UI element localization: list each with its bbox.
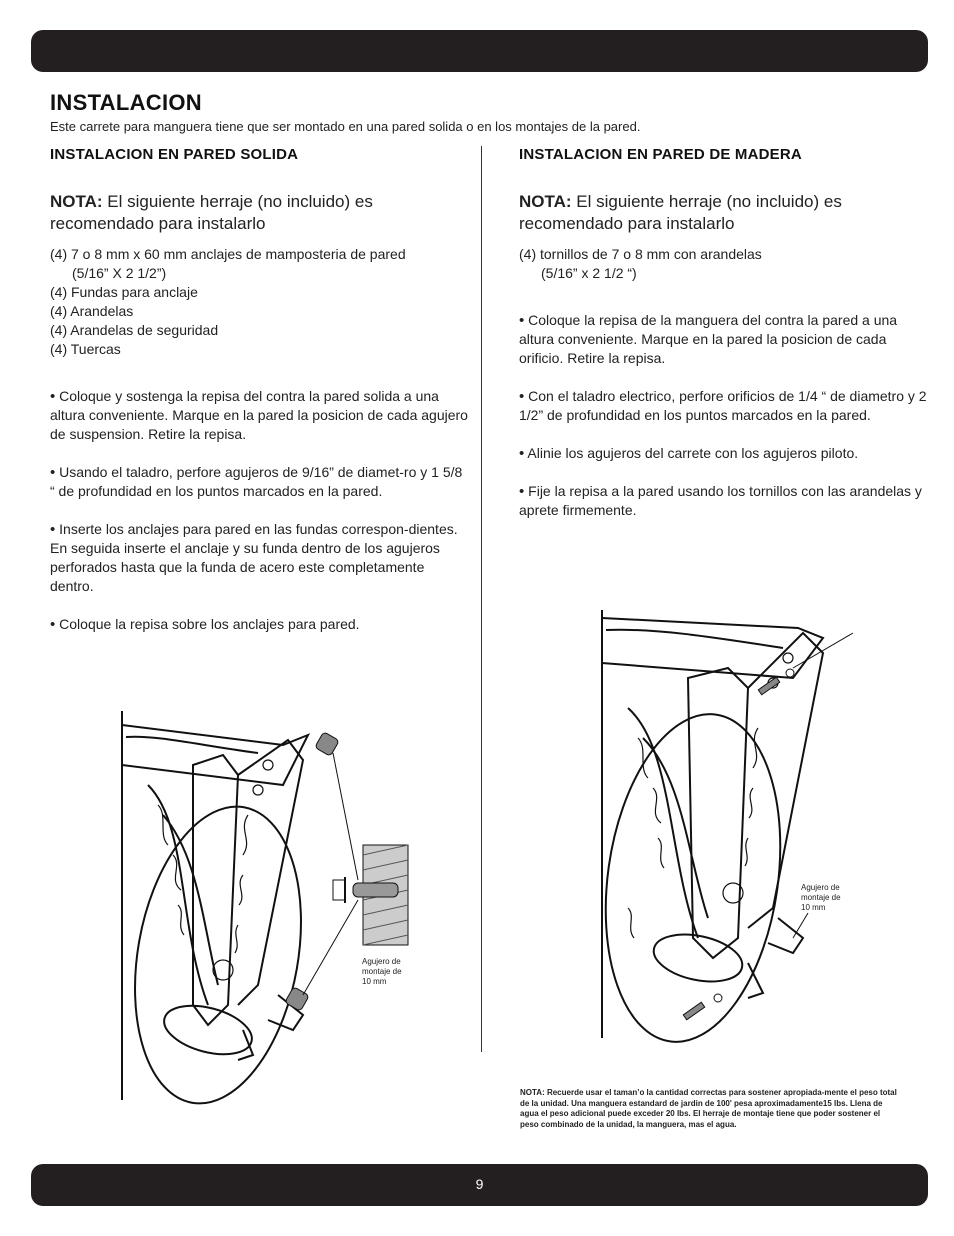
solid-wall-heading: INSTALACION EN PARED SOLIDA bbox=[50, 146, 299, 163]
solid-wall-step: • Coloque y sostenga la repisa del contra la pared solida a una altura conveniente. Marque en la pared la posicion de cada agujero de suspension. Retire la repisa. bbox=[50, 388, 468, 442]
wood-wall-note bbox=[519, 191, 929, 235]
header-bar bbox=[31, 30, 928, 72]
hardware-item: (4) Fundas para anclaje bbox=[50, 284, 198, 300]
hardware-item: (4) Arandelas de seguridad bbox=[50, 322, 219, 338]
weight-note: NOTA: Recuerde usar el taman’o la cantidad correctas para sostener apropiada-mente el peso total de la unidad. Una manguera estandard de jardin de 100' pesa aproximadamente15 lbs. Llena de agua el peso adicional puede exceder 20 lbs. El herraje de montaje tiene que poder sostener el peso combinado de la unidad, la manguera, mas el agua. bbox=[520, 1088, 897, 1129]
hardware-item: (4) Arandelas bbox=[50, 303, 134, 319]
bullet: • bbox=[519, 483, 525, 500]
hardware-item: (4) 7 o 8 mm x 60 mm anclajes de mamposteria de pared bbox=[50, 246, 406, 262]
wood-wall-step: • Con el taladro electrico, perfore orificios de 1/4 “ de diametro y 2 1/2” de profundidad en los puntos marcados en la pared. bbox=[519, 388, 927, 423]
intro-text: Este carrete para manguera tiene que ser montado en una pared solida o en los montajes de la pared. bbox=[50, 119, 641, 134]
bullet: • bbox=[50, 521, 56, 538]
hardware-item: (5/16” x 2 1/2 “) bbox=[541, 265, 637, 281]
hardware-item: (5/16” X 2 1/2”) bbox=[72, 265, 167, 281]
footer-bar bbox=[31, 1164, 928, 1206]
bullet: • bbox=[50, 388, 56, 405]
note-text: El siguiente herraje (no incluido) es recomendado para instalarlo bbox=[519, 192, 842, 233]
note-label: NOTA: bbox=[519, 192, 572, 211]
wood-wall-section bbox=[519, 146, 929, 520]
solid-wall-step: • Usando el taladro, perfore agujeros de 9/16” de diamet-ro y 1 5/8 “ de profundidad en los puntos marcados en la pared. bbox=[50, 464, 463, 499]
hardware-item: (4) tornillos de 7 o 8 mm con arandelas bbox=[519, 246, 762, 262]
bullet: • bbox=[50, 464, 56, 481]
solid-wall-note bbox=[50, 191, 470, 235]
wood-wall-step: • Coloque la repisa de la manguera del contra la pared a una altura conveniente. Marque en la pared la posicion de cada orificio. Retire la repisa. bbox=[519, 312, 898, 366]
solid-wall-step: • Inserte los anclajes para pared en las fundas correspon-dientes. En seguida inserte el anclaje y su funda dentro de los agujeros perforados hasta que la funda de acero este completamente dentro. bbox=[50, 521, 458, 594]
solid-wall-step: • Coloque la repisa sobre los anclajes para pared. bbox=[50, 616, 360, 633]
solid-wall-mounting-hole-caption: Agujero de montaje de 10 mm bbox=[362, 957, 402, 986]
note-text: El siguiente herraje (no incluido) es recomendado para instalarlo bbox=[50, 192, 373, 233]
wood-wall-step: • Alinie los agujeros del carrete con los agujeros piloto. bbox=[519, 445, 859, 462]
wood-wall-hardware-list bbox=[519, 245, 929, 283]
bullet: • bbox=[519, 445, 525, 462]
page-title: INSTALACION bbox=[50, 90, 202, 115]
bullet: • bbox=[50, 616, 56, 633]
wood-wall-step: • Fije la repisa a la pared usando los tornillos con las arandelas y aprete firmemente. bbox=[519, 483, 922, 518]
solid-wall-mounting-illustration bbox=[118, 705, 418, 1105]
bullet: • bbox=[519, 388, 525, 405]
wood-wall-mounting-illustration bbox=[598, 608, 878, 1048]
wood-wall-mounting-hole-caption: Agujero de montaje de 10 mm bbox=[801, 883, 841, 912]
hardware-item: (4) Tuercas bbox=[50, 341, 121, 357]
note-label: NOTA: bbox=[50, 192, 103, 211]
anchor-sleeve-icon bbox=[315, 732, 340, 757]
solid-wall-hardware-list bbox=[50, 245, 470, 359]
screw-icon bbox=[683, 994, 722, 1020]
column-divider bbox=[481, 146, 482, 1052]
solid-wall-section bbox=[50, 146, 470, 634]
wood-wall-heading: INSTALACION EN PARED DE MADERA bbox=[519, 146, 802, 163]
bullet: • bbox=[519, 312, 525, 329]
page-number: 9 bbox=[475, 1176, 484, 1192]
